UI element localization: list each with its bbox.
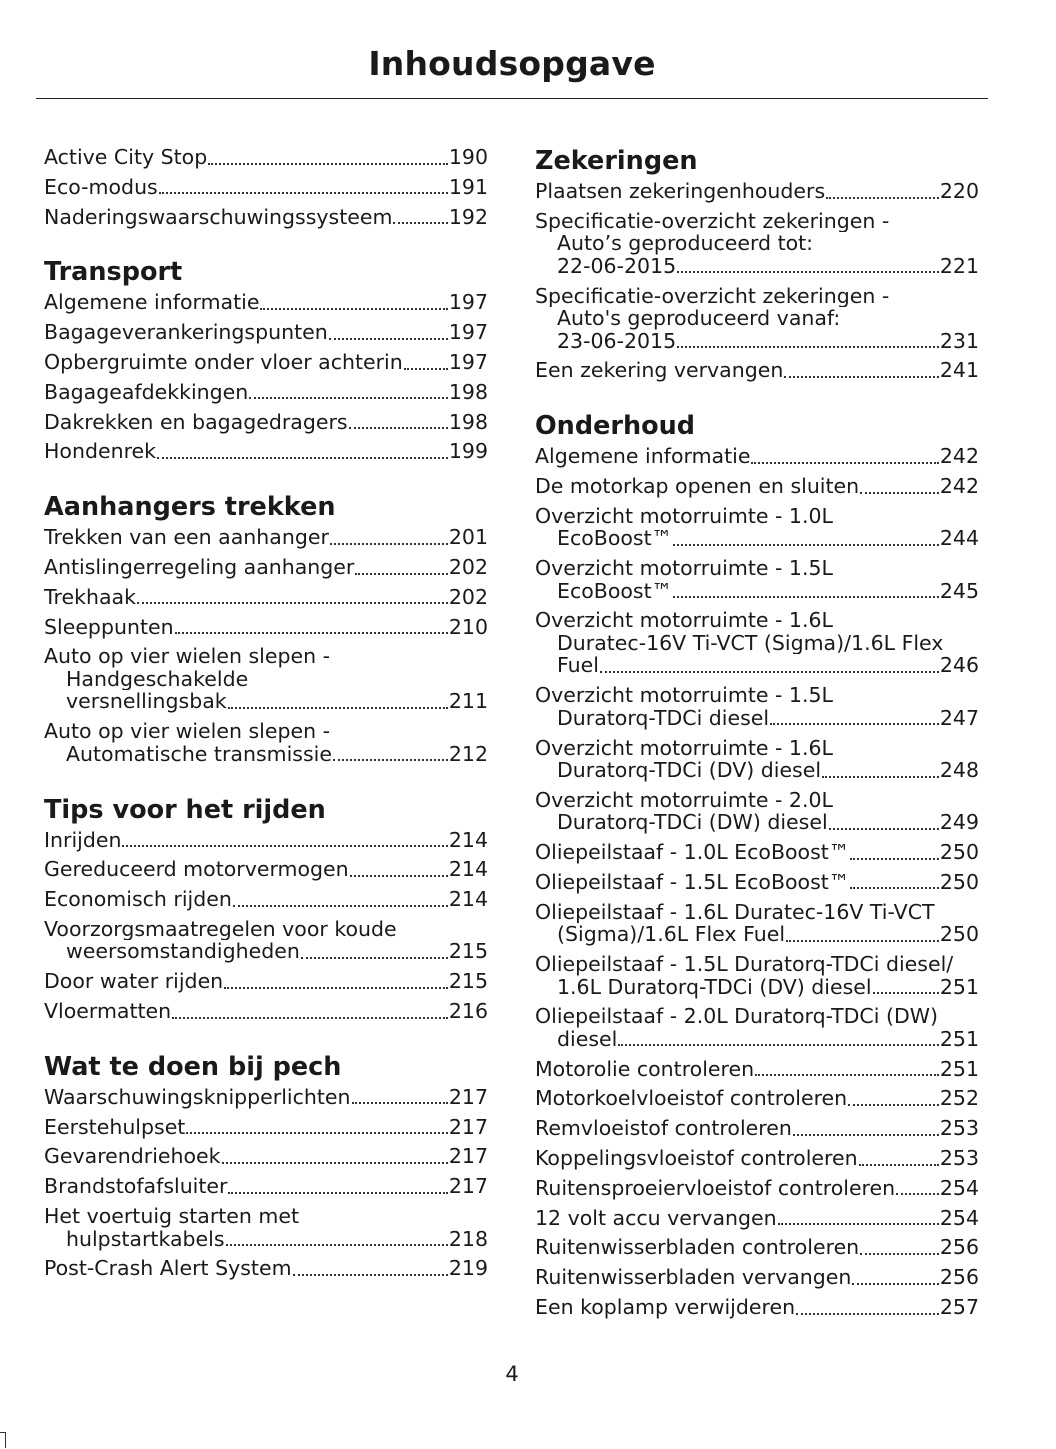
toc-entry-inrijden[interactable] bbox=[44, 829, 488, 852]
dot-leader bbox=[677, 271, 939, 273]
page-title: Inhoudsopgave bbox=[368, 44, 656, 83]
dot-leader bbox=[600, 671, 939, 673]
dot-leader bbox=[172, 1017, 448, 1019]
toc-entry-post-crash-alert-system[interactable] bbox=[44, 1257, 488, 1280]
toc-entry-text: Door water rijden bbox=[44, 969, 224, 994]
toc-entry-motorkoelvloeistof-controleren[interactable] bbox=[535, 1087, 979, 1110]
toc-entry-text: Handgeschakelde bbox=[66, 667, 249, 691]
toc-entry-oliepeilstaaf-2-0l-duratorq-tdci-dw[interactable] bbox=[535, 1005, 979, 1050]
toc-entry-naderingswaarschuwingssysteem[interactable] bbox=[44, 206, 488, 229]
toc-entry-text: EcoBoost™ bbox=[557, 578, 673, 603]
toc-entry-oliepeilstaaf-1-0l-ecoboost[interactable] bbox=[535, 841, 979, 864]
toc-entry-een-koplamp-verwijderen[interactable] bbox=[535, 1296, 979, 1319]
dot-leader bbox=[826, 197, 939, 199]
toc-entry-page-number: 197 bbox=[448, 350, 488, 374]
toc-entry-text: Sleeppunten bbox=[44, 614, 174, 639]
toc-entry-text: Duratorq-TDCi (DV) diesel bbox=[557, 758, 822, 782]
toc-entry-page-number: 211 bbox=[448, 689, 488, 714]
dot-leader bbox=[673, 544, 939, 546]
toc-entry-eco-modus[interactable] bbox=[44, 176, 488, 199]
toc-entry-text: Algemene informatie bbox=[535, 444, 751, 469]
toc-entry-text: (Sigma)/1.6L Flex Fuel bbox=[557, 922, 786, 947]
toc-entry-page-number: 210 bbox=[448, 614, 488, 639]
dot-leader bbox=[796, 1313, 939, 1315]
toc-entry-text: Overzicht motorruimte - 1.6L bbox=[535, 609, 833, 632]
dot-leader bbox=[208, 163, 448, 165]
crop-mark bbox=[0, 1432, 6, 1448]
dot-leader bbox=[793, 1134, 939, 1136]
toc-entry-page-number: 257 bbox=[939, 1295, 979, 1319]
dot-leader bbox=[848, 1104, 939, 1106]
toc-entry-page-number: 251 bbox=[939, 1026, 979, 1051]
toc-entry-text: hulpstartkabels bbox=[66, 1226, 225, 1251]
toc-entry-text: Economisch rijden bbox=[44, 887, 232, 912]
toc-entry-text: 1.6L Duratorq-TDCi (DV) diesel bbox=[557, 974, 872, 999]
dot-leader bbox=[260, 308, 447, 310]
dot-leader bbox=[228, 1192, 447, 1194]
dot-leader bbox=[755, 1074, 939, 1076]
toc-entry-text: Dakrekken en bagagedragers bbox=[44, 409, 348, 434]
toc-entry-text: Auto's geproduceerd vanaf: bbox=[557, 307, 841, 330]
toc-entry-oliepeilstaaf-1-6l-duratec-16v-ti-vct[interactable] bbox=[535, 901, 979, 946]
dot-leader bbox=[301, 957, 448, 959]
toc-entry-auto-op-vier-wielen-slepen[interactable] bbox=[44, 645, 488, 713]
dot-leader bbox=[293, 1274, 448, 1276]
toc-entry-text: Bagageafdekkingen bbox=[44, 379, 249, 404]
toc-entry-text: Specificatie-overzicht zekeringen - bbox=[535, 209, 890, 233]
toc-entry-text: Oliepeilstaaf - 2.0L Duratorq-TDCi (DW) bbox=[535, 1005, 939, 1028]
toc-entry-page-number: 214 bbox=[448, 827, 488, 852]
toc-entry-text: Overzicht motorruimte - 1.5L bbox=[535, 557, 833, 580]
toc-entry-page-number: 212 bbox=[448, 741, 488, 766]
dot-leader bbox=[329, 338, 448, 340]
toc-entry-sleeppunten[interactable] bbox=[44, 616, 488, 639]
dot-leader bbox=[822, 776, 939, 778]
toc-entry-page-number: 217 bbox=[448, 1084, 488, 1109]
toc-entry-hondenrek[interactable] bbox=[44, 440, 488, 463]
toc-entry-ruitensproeiervloeistof-controleren[interactable] bbox=[535, 1177, 979, 1200]
toc-entry-text: Het voertuig starten met bbox=[44, 1205, 300, 1228]
toc-entry-overzicht-motorruimte-1-5l[interactable] bbox=[535, 557, 979, 602]
toc-entry-page-number: 245 bbox=[939, 578, 979, 603]
toc-entry-page-number: 192 bbox=[448, 204, 488, 229]
toc-entry-text: diesel bbox=[557, 1026, 618, 1051]
toc-entry-overzicht-motorruimte-1-6l[interactable] bbox=[535, 609, 979, 677]
toc-entry-text: weersomstandigheden bbox=[66, 939, 300, 964]
toc-entry-text: Trekken van een aanhanger bbox=[44, 525, 329, 550]
toc-entry-text: Ruitensproeiervloeistof controleren bbox=[535, 1175, 896, 1200]
section-heading-tips-voor-het-rijden: Tips voor het rijden bbox=[44, 794, 326, 825]
section-heading-transport: Transport bbox=[44, 257, 183, 288]
toc-entry-page-number: 253 bbox=[939, 1146, 979, 1170]
toc-entry-specificatie-overzicht-zekeringen[interactable] bbox=[535, 210, 979, 278]
toc-entry-text: Inrijden bbox=[44, 827, 122, 852]
dot-leader bbox=[186, 1132, 448, 1134]
toc-entry-text: Overzicht motorruimte - 2.0L bbox=[535, 788, 833, 812]
toc-entry-eerstehulpset[interactable] bbox=[44, 1116, 488, 1139]
toc-entry-opbergruimte-onder-vloer-achterin[interactable] bbox=[44, 351, 488, 374]
section-heading-onderhoud: Onderhoud bbox=[535, 411, 696, 442]
dot-leader bbox=[393, 222, 447, 224]
toc-entry-text: Gereduceerd motorvermogen bbox=[44, 857, 349, 882]
dot-leader bbox=[330, 543, 448, 545]
toc-entry-bagageafdekkingen[interactable] bbox=[44, 381, 488, 404]
toc-entry-page-number: 242 bbox=[939, 474, 979, 498]
toc-entry-page-number: 244 bbox=[939, 526, 979, 551]
toc-entry-door-water-rijden[interactable] bbox=[44, 970, 488, 993]
toc-entry-text: Ruitenwisserbladen controleren bbox=[535, 1235, 860, 1260]
toc-entry-text: Koppelingsvloeistof controleren bbox=[535, 1146, 858, 1170]
toc-entry-koppelingsvloeistof-controleren[interactable] bbox=[535, 1147, 979, 1170]
dot-leader bbox=[859, 1164, 939, 1166]
page-number: 4 bbox=[505, 1362, 519, 1386]
dot-leader bbox=[860, 492, 939, 494]
toc-entry-ruitenwisserbladen-vervangen[interactable] bbox=[535, 1266, 979, 1289]
toc-entry-text: Duratorq-TDCi (DW) diesel bbox=[557, 810, 828, 835]
section-heading-aanhangers-trekken: Aanhangers trekken bbox=[44, 492, 336, 523]
toc-entry-text: Auto op vier wielen slepen - bbox=[44, 720, 330, 743]
dot-leader bbox=[829, 828, 939, 830]
toc-entry-de-motorkap-openen-en-sluiten[interactable] bbox=[535, 475, 979, 498]
dot-leader bbox=[850, 887, 939, 889]
toc-entry-text: Auto’s geproduceerd tot: bbox=[557, 232, 814, 255]
dot-leader bbox=[873, 992, 939, 994]
dot-leader bbox=[122, 845, 447, 847]
toc-entry-overzicht-motorruimte-1-6l[interactable] bbox=[535, 737, 979, 782]
dot-leader bbox=[778, 1223, 939, 1225]
toc-entry-text: Ruitenwisserbladen vervangen bbox=[535, 1265, 852, 1290]
toc-entry-ruitenwisserbladen-controleren[interactable] bbox=[535, 1236, 979, 1259]
toc-entry-trekhaak[interactable] bbox=[44, 586, 488, 609]
dot-leader bbox=[896, 1193, 939, 1195]
dot-leader bbox=[860, 1253, 939, 1255]
dot-leader bbox=[226, 1244, 448, 1246]
toc-entry-page-number: 216 bbox=[448, 999, 488, 1023]
toc-entry-voorzorgsmaatregelen-voor-koude[interactable] bbox=[44, 918, 488, 963]
toc-entry-page-number: 202 bbox=[448, 555, 488, 579]
toc-entry-text: versnellingsbak bbox=[66, 689, 227, 714]
toc-entry-text: Duratorq-TDCi diesel bbox=[557, 705, 770, 730]
toc-entry-text: Overzicht motorruimte - 1.5L bbox=[535, 684, 833, 707]
section-heading-wat-te-doen-bij-pech: Wat te doen bij pech bbox=[44, 1051, 342, 1082]
toc-entry-text: 22-06-2015 bbox=[557, 253, 677, 278]
toc-entry-text: Voorzorgsmaatregelen voor koude bbox=[44, 917, 397, 941]
dot-leader bbox=[751, 462, 938, 464]
toc-entry-economisch-rijden[interactable] bbox=[44, 888, 488, 911]
dot-leader bbox=[850, 858, 939, 860]
toc-entry-text: Active City Stop bbox=[44, 145, 208, 169]
toc-entry-text: Post-Crash Alert System bbox=[44, 1256, 292, 1281]
toc-entry-text: Oliepeilstaaf - 1.0L EcoBoost™ bbox=[535, 840, 850, 865]
toc-entry-algemene-informatie[interactable] bbox=[44, 291, 488, 314]
toc-entry-text: Vloermatten bbox=[44, 999, 172, 1023]
toc-entry-page-number: 219 bbox=[448, 1256, 488, 1281]
toc-entry-overzicht-motorruimte-2-0l[interactable] bbox=[535, 789, 979, 834]
toc-entry-page-number: 218 bbox=[448, 1226, 488, 1251]
toc-entry-text: Overzicht motorruimte - 1.6L bbox=[535, 736, 833, 759]
dot-leader bbox=[350, 875, 448, 877]
toc-entry-page-number: 256 bbox=[939, 1235, 979, 1260]
toc-entry-text: Waarschuwingsknipperlichten bbox=[44, 1084, 351, 1109]
toc-entry-auto-op-vier-wielen-slepen[interactable] bbox=[44, 720, 488, 765]
toc-entry-text: Motorkoelvloeistof controleren bbox=[535, 1086, 848, 1111]
toc-entry-text: 12 volt accu vervangen bbox=[535, 1205, 777, 1230]
toc-entry-page-number: 246 bbox=[939, 653, 979, 678]
toc-entry-page-number: 250 bbox=[939, 922, 979, 947]
toc-entry-text: Algemene informatie bbox=[44, 290, 260, 315]
dot-leader bbox=[618, 1044, 939, 1046]
toc-entry-oliepeilstaaf-1-5l-ecoboost[interactable] bbox=[535, 871, 979, 894]
dot-leader bbox=[159, 192, 448, 194]
toc-entry-page-number: 250 bbox=[939, 840, 979, 865]
dot-leader bbox=[333, 759, 448, 761]
toc-entry-page-number: 198 bbox=[448, 409, 488, 434]
dot-leader bbox=[404, 368, 448, 370]
toc-entry-page-number: 201 bbox=[448, 525, 488, 550]
dot-leader bbox=[137, 602, 448, 604]
toc-entry-text: Oliepeilstaaf - 1.5L Duratorq-TDCi diesel/ bbox=[535, 953, 954, 976]
toc-entry-page-number: 242 bbox=[939, 444, 979, 469]
toc-entry-text: Antislingerregeling aanhanger bbox=[44, 555, 355, 579]
toc-entry-page-number: 197 bbox=[448, 320, 488, 345]
toc-entry-text: Trekhaak bbox=[44, 584, 136, 609]
dot-leader bbox=[222, 1162, 448, 1164]
toc-entry-page-number: 217 bbox=[448, 1144, 488, 1169]
toc-entry-text: Fuel bbox=[557, 653, 599, 678]
toc-entry-text: Gevarendriehoek bbox=[44, 1144, 221, 1169]
toc-entry-page-number: 251 bbox=[939, 1056, 979, 1081]
toc-entry-text: De motorkap openen en sluiten bbox=[535, 474, 860, 498]
dot-leader bbox=[673, 596, 939, 598]
toc-entry-page-number: 241 bbox=[939, 358, 979, 383]
toc-entry-text: EcoBoost™ bbox=[557, 526, 673, 551]
toc-entry-page-number: 202 bbox=[448, 584, 488, 609]
toc-entry-text: Brandstofafsluiter bbox=[44, 1174, 228, 1199]
toc-entry-text: Oliepeilstaaf - 1.6L Duratec-16V Ti-VCT bbox=[535, 900, 935, 924]
toc-entry-12-volt-accu-vervangen[interactable] bbox=[535, 1207, 979, 1230]
title-divider bbox=[36, 98, 988, 99]
toc-entry-page-number: 215 bbox=[448, 939, 488, 964]
toc-entry-text: 23-06-2015 bbox=[557, 328, 677, 353]
toc-entry-text: Hondenrek bbox=[44, 439, 157, 464]
toc-entry-text: Plaatsen zekeringenhouders bbox=[535, 179, 826, 203]
toc-entry-algemene-informatie[interactable] bbox=[535, 445, 979, 468]
toc-entry-page-number: 221 bbox=[939, 253, 979, 278]
toc-entry-text: Duratec-16V Ti-VCT (Sigma)/1.6L Flex bbox=[557, 631, 944, 655]
toc-entry-page-number: 197 bbox=[448, 290, 488, 315]
dot-leader bbox=[349, 427, 448, 429]
toc-entry-bagageverankeringspunten[interactable] bbox=[44, 321, 488, 344]
dot-leader bbox=[786, 940, 939, 942]
toc-entry-text: Naderingswaarschuwingssysteem bbox=[44, 204, 393, 229]
dot-leader bbox=[355, 573, 448, 575]
toc-entry-page-number: 191 bbox=[448, 174, 488, 199]
toc-entry-text: Motorolie controleren bbox=[535, 1056, 755, 1081]
toc-entry-page-number: 247 bbox=[939, 705, 979, 730]
dot-leader bbox=[352, 1102, 448, 1104]
dot-leader bbox=[233, 905, 448, 907]
dot-leader bbox=[770, 723, 939, 725]
toc-entry-dakrekken-en-bagagedragers[interactable] bbox=[44, 411, 488, 434]
toc-entry-vloermatten[interactable] bbox=[44, 1000, 488, 1023]
toc-entry-page-number: 199 bbox=[448, 439, 488, 464]
toc-entry-plaatsen-zekeringenhouders[interactable] bbox=[535, 180, 979, 203]
toc-entry-page-number: 190 bbox=[448, 145, 488, 169]
dot-leader bbox=[852, 1283, 938, 1285]
toc-entry-page-number: 256 bbox=[939, 1265, 979, 1290]
toc-entry-motorolie-controleren[interactable] bbox=[535, 1058, 979, 1081]
toc-entry-page-number: 252 bbox=[939, 1086, 979, 1111]
toc-entry-page-number: 215 bbox=[448, 969, 488, 994]
dot-leader bbox=[784, 376, 939, 378]
toc-entry-page-number: 254 bbox=[939, 1205, 979, 1230]
dot-leader bbox=[677, 346, 939, 348]
dot-leader bbox=[157, 457, 448, 459]
toc-entry-oliepeilstaaf-1-5l-duratorq-tdci-diesel[interactable] bbox=[535, 953, 979, 998]
toc-entry-waarschuwingsknipperlichten[interactable] bbox=[44, 1086, 488, 1109]
dot-leader bbox=[249, 397, 448, 399]
toc-entry-page-number: 220 bbox=[939, 179, 979, 203]
toc-entry-page-number: 198 bbox=[448, 379, 488, 404]
toc-entry-het-voertuig-starten-met[interactable] bbox=[44, 1205, 488, 1250]
section-heading-zekeringen: Zekeringen bbox=[535, 146, 698, 176]
toc-entry-text: Bagageverankeringspunten bbox=[44, 320, 328, 345]
toc-entry-trekken-van-een-aanhanger[interactable] bbox=[44, 526, 488, 549]
toc-entry-active-city-stop[interactable] bbox=[44, 146, 488, 169]
toc-entry-page-number: 248 bbox=[939, 758, 979, 782]
toc-entry-text: Een koplamp verwijderen bbox=[535, 1295, 796, 1319]
toc-entry-specificatie-overzicht-zekeringen[interactable] bbox=[535, 285, 979, 353]
dot-leader bbox=[228, 707, 448, 709]
toc-entry-page-number: 217 bbox=[448, 1114, 488, 1139]
toc-entry-text: Remvloeistof controleren bbox=[535, 1116, 792, 1141]
toc-entry-overzicht-motorruimte-1-0l[interactable] bbox=[535, 505, 979, 550]
toc-entry-text: Auto op vier wielen slepen - bbox=[44, 645, 330, 668]
toc-entry-text: Overzicht motorruimte - 1.0L bbox=[535, 504, 833, 528]
toc-entry-gereduceerd-motorvermogen[interactable] bbox=[44, 858, 488, 881]
toc-entry-page-number: 214 bbox=[448, 857, 488, 882]
dot-leader bbox=[224, 987, 448, 989]
toc-entry-page-number: 217 bbox=[448, 1174, 488, 1199]
toc-entry-page-number: 249 bbox=[939, 810, 979, 835]
toc-entry-text: Oliepeilstaaf - 1.5L EcoBoost™ bbox=[535, 869, 850, 894]
toc-entry-page-number: 231 bbox=[939, 328, 979, 353]
toc-entry-page-number: 251 bbox=[939, 974, 979, 999]
toc-entry-overzicht-motorruimte-1-5l[interactable] bbox=[535, 684, 979, 729]
toc-entry-een-zekering-vervangen[interactable] bbox=[535, 359, 979, 382]
toc-entry-text: Automatische transmissie bbox=[66, 741, 332, 766]
toc-entry-brandstofafsluiter[interactable] bbox=[44, 1175, 488, 1198]
toc-entry-antislingerregeling-aanhanger[interactable] bbox=[44, 556, 488, 579]
toc-entry-text: Eco-modus bbox=[44, 174, 158, 199]
dot-leader bbox=[175, 632, 448, 634]
toc-entry-page-number: 253 bbox=[939, 1116, 979, 1141]
toc-entry-text: Een zekering vervangen bbox=[535, 358, 784, 383]
toc-entry-text: Opbergruimte onder vloer achterin bbox=[44, 350, 403, 374]
toc-entry-text: Eerstehulpset bbox=[44, 1114, 186, 1139]
toc-entry-page-number: 250 bbox=[939, 869, 979, 894]
toc-entry-page-number: 254 bbox=[939, 1175, 979, 1200]
toc-entry-text: Specificatie-overzicht zekeringen - bbox=[535, 284, 890, 308]
toc-entry-page-number: 214 bbox=[448, 887, 488, 912]
toc-entry-remvloeistof-controleren[interactable] bbox=[535, 1117, 979, 1140]
toc-entry-gevarendriehoek[interactable] bbox=[44, 1145, 488, 1168]
